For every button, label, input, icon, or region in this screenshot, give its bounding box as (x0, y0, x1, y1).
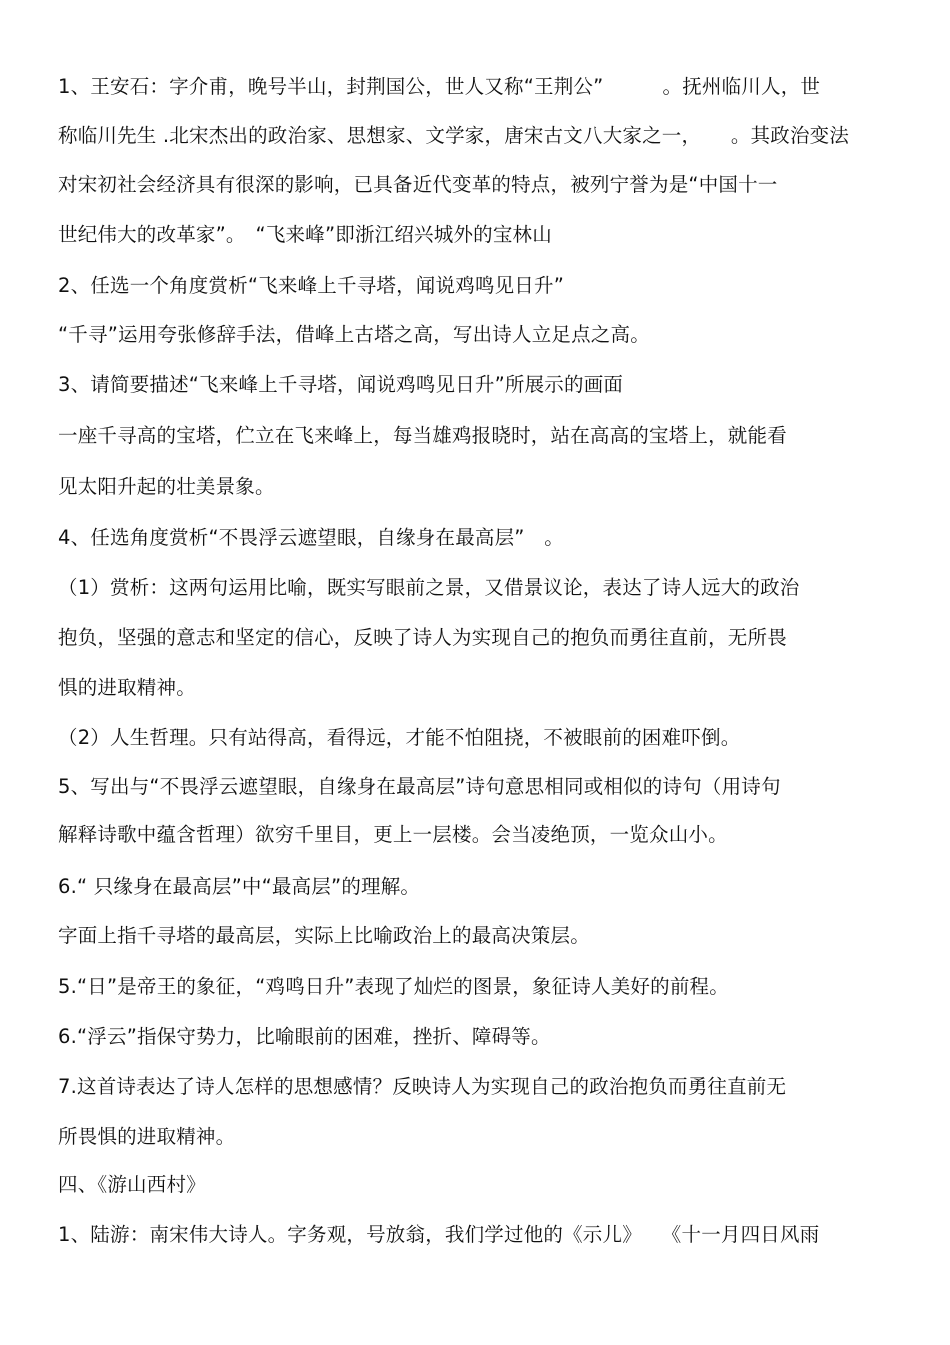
answer-5: 解释诗歌中蕴含哲理）欲穷千里目，更上一层楼。会当凌绝顶，一览众山小。 (58, 823, 728, 846)
answer-7: 所畏惧的进取精神。 (58, 1125, 236, 1148)
answer-4-2: （2）人生哲理。只有站得高，看得远，才能不怕阻挠，不被眼前的困难吓倒。 (58, 726, 741, 749)
text-line-4: 世纪伟大的改革家”。 “飞来峰”即浙江绍兴城外的宝林山 (58, 223, 552, 246)
section-4-item-1: 1、陆游：南宋伟大诗人。字务观，号放翁，我们学过他的《示儿》 《十一月四日风雨 (58, 1223, 820, 1246)
question-7: 7.这首诗表达了诗人怎样的思想感情？反映诗人为实现自己的政治抱负而勇往直前无 (58, 1075, 787, 1098)
answer-4-1-line-2: 抱负，坚强的意志和坚定的信心，反映了诗人为实现自己的抱负而勇往直前，无所畏 (58, 626, 787, 649)
answer-6: 字面上指千寻塔的最高层，实际上比喻政治上的最高决策层。 (58, 924, 590, 947)
question-3: 3、请简要描述“飞来峰上千寻塔，闻说鸡鸣见日升”所展示的画面 (58, 373, 624, 396)
text-line-2: 称临川先生 .北宋杰出的政治家、思想家、文学家，唐宋古文八大家之一， 。其政治变法 (58, 124, 850, 147)
text-line-3: 对宋初社会经济具有很深的影响，已具备近代变革的特点，被列宁誉为是“中国十一 (58, 173, 778, 196)
question-5: 5、写出与“不畏浮云遮望眼，自缘身在最高层”诗句意思相同或相似的诗句（用诗句 (58, 775, 781, 798)
note-5: 5.“日”是帝王的象征，“鸡鸣日升”表现了灿烂的图景，象征诗人美好的前程。 (58, 975, 729, 998)
note-6: 6.“浮云”指保守势力，比喻眼前的困难，挫折、障碍等。 (58, 1025, 551, 1048)
answer-4-1-line-1: （1）赏析：这两句运用比喻，既实写眼前之景，又借景议论，表达了诗人远大的政治 (58, 576, 800, 599)
text-line-1: 1、王安石：字介甫，晚号半山，封荆国公，世人又称“王荆公” 。抚州临川人，世 (58, 75, 821, 98)
section-heading-4: 四、《游山西村》 (58, 1173, 206, 1196)
question-2: 2、任选一个角度赏析“飞来峰上千寻塔，闻说鸡鸣见日升” (58, 274, 565, 297)
answer-3-line-1: 一座千寻高的宝塔，伫立在飞来峰上，每当雄鸡报晓时，站在高高的宝塔上，就能看 (58, 424, 787, 447)
answer-3-line-2: 见太阳升起的壮美景象。 (58, 475, 275, 498)
question-4: 4、任选角度赏析“不畏浮云遮望眼，自缘身在最高层” 。 (58, 526, 565, 549)
answer-4-1-line-3: 惧的进取精神。 (58, 676, 196, 699)
question-6: 6.“ 只缘身在最高层”中“最高层”的理解。 (58, 875, 421, 898)
answer-2: “千寻”运用夸张修辞手法，借峰上古塔之高，写出诗人立足点之高。 (58, 323, 650, 346)
